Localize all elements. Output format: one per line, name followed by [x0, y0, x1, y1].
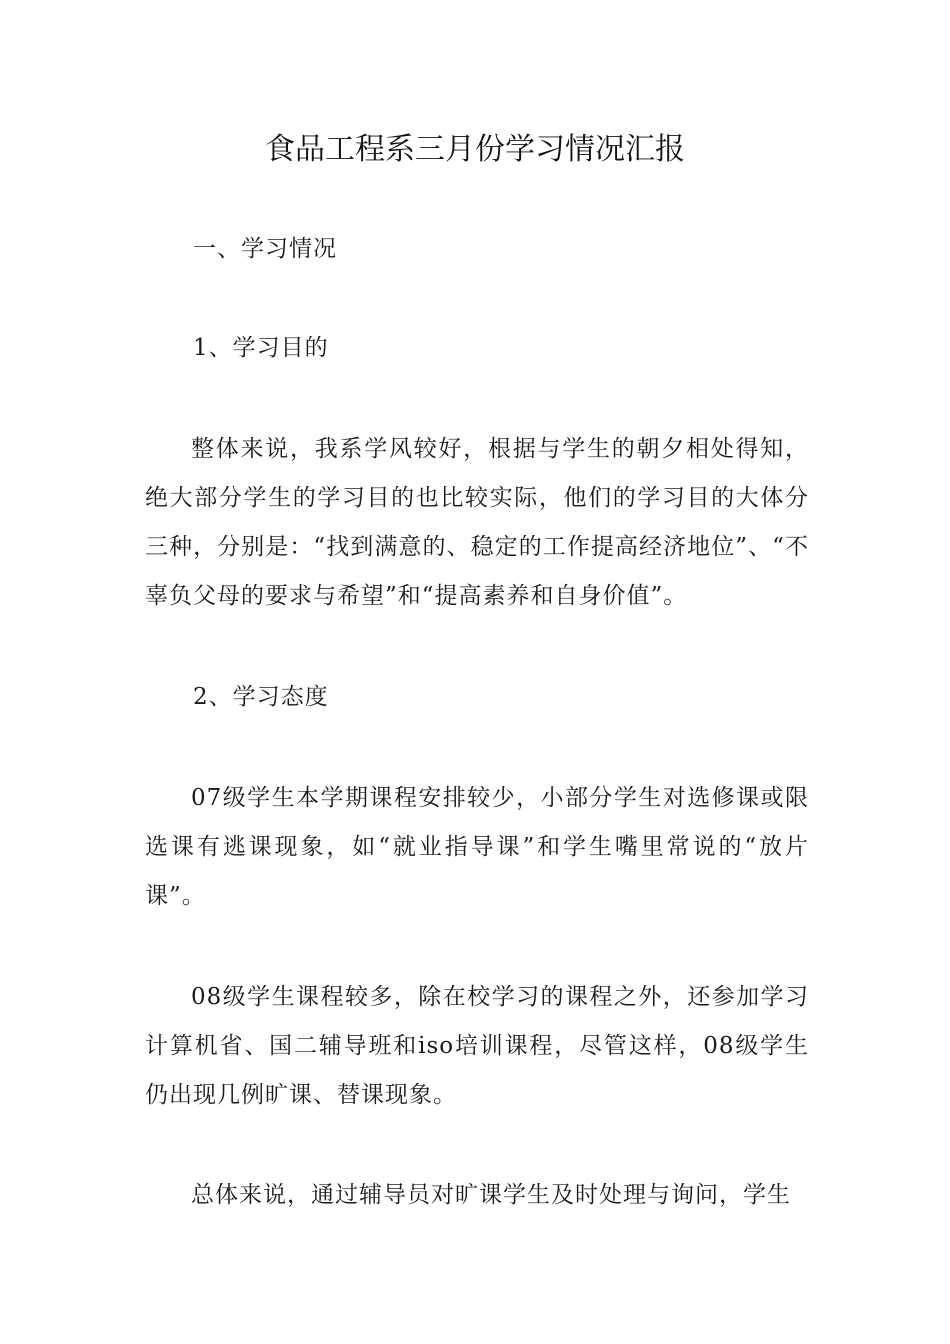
paragraph-summary: 总体来说，通过辅导员对旷课学生及时处理与询问，学生 — [191, 1182, 791, 1208]
paragraph-study-purpose: 整体来说，我系学风较好，根据与学生的朝夕相处得知，绝大部分学生的学习目的也比较实际，他们的学习目的大体分三种，分别是：“找到满意的、稳定的工作提高经济地位”、“不辜负父母的要求与希望”和“提高素养和自身价值”。 — [145, 436, 809, 609]
section-heading-study-situation: 一、学习情况 — [193, 236, 337, 262]
paragraph-grade-07: 07级学生本学期课程安排较少，小部分学生对选修课或限选课有逃课现象，如“就业指导课”和学生嘴里常说的“放片课”。 — [145, 785, 809, 909]
subheading-study-purpose: 1、学习目的 — [193, 335, 329, 361]
subheading-study-attitude: 2、学习态度 — [193, 684, 329, 710]
document-title: 食品工程系三月份学习情况汇报 — [265, 132, 685, 167]
paragraph-grade-08: 08级学生课程较多，除在校学习的课程之外，还参加学习计算机省、国二辅导班和iso培训课程，尽管这样，08级学生仍出现几例旷课、替课现象。 — [145, 984, 809, 1108]
